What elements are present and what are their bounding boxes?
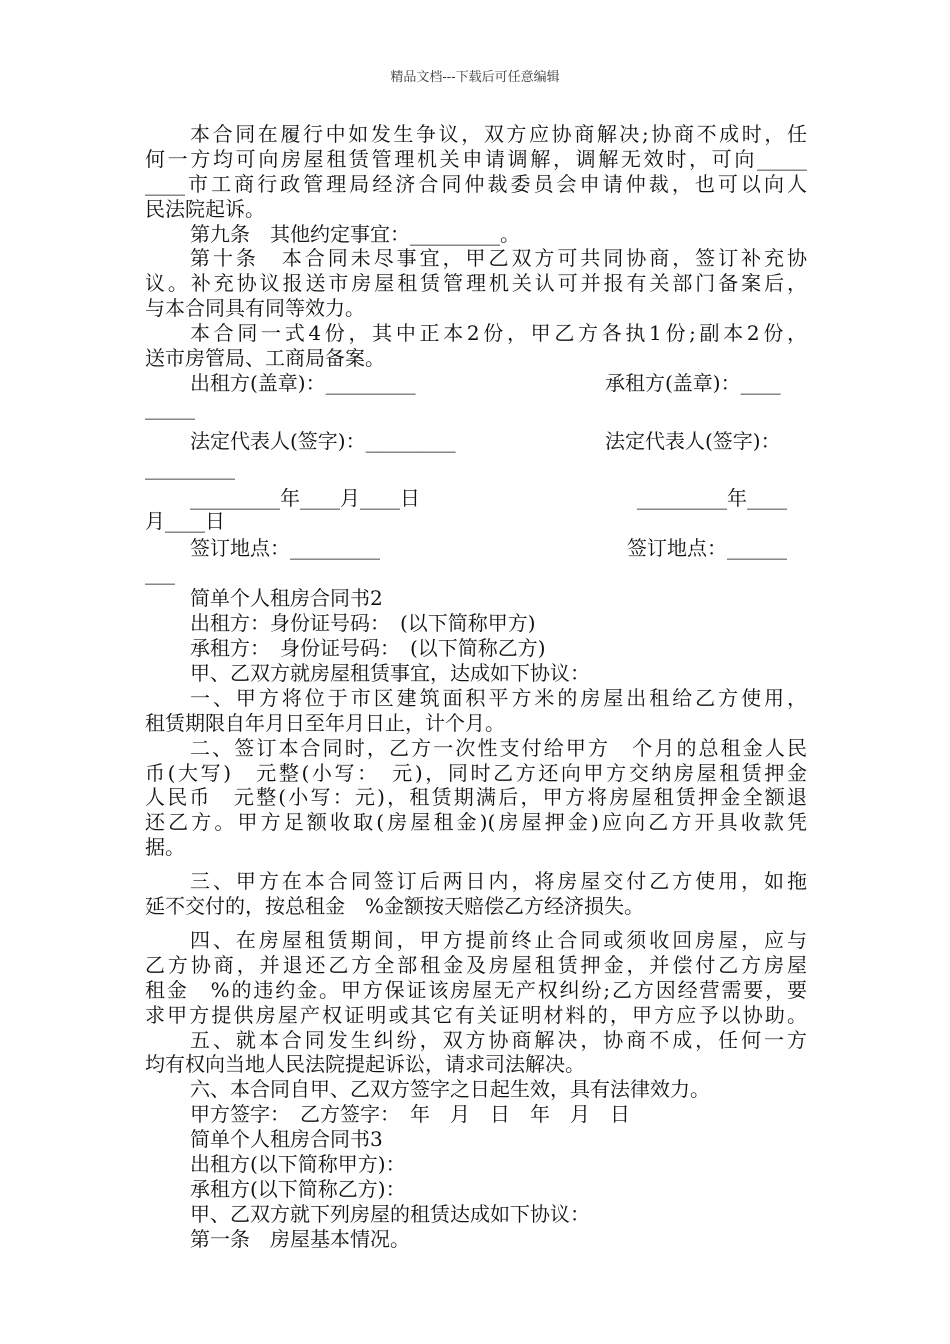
text-line: 送市房管局、工商局备案。: [145, 346, 385, 371]
date-left: _________年____月____日: [190, 485, 420, 510]
text-line: 租金 %的违约金。甲方保证该房屋无产权纠纷;乙方因经营需要，要: [145, 977, 807, 1002]
text-line: 一、甲方将位于市区建筑面积平方米的房屋出租给乙方使用，: [190, 685, 807, 710]
text-line: 均有权向当地人民法院提起诉讼，请求司法解决。: [145, 1052, 585, 1077]
lessee-seal-continued: _____: [145, 395, 195, 420]
text-line: 二、签订本合同时，乙方一次性支付给甲方 个月的总租金人民: [190, 735, 807, 760]
text-line: 乙方协商，并退还乙方全部租金及房屋租赁押金，并偿付乙方房屋: [145, 952, 807, 977]
text-line: 出租方(以下简称甲方)：: [190, 1151, 406, 1176]
contract3-title: 简单个人租房合同书3: [190, 1127, 383, 1152]
text-line: 本合同一式4份，其中正本2份，甲乙方各执1份;副本2份，: [190, 321, 807, 346]
text-line: 承租方： 身份证号码： (以下简称乙方): [190, 636, 546, 661]
sign-row: [145, 533, 807, 561]
sign-row: [145, 371, 807, 396]
article-9: 第九条 其他约定事宜：_________。: [190, 221, 520, 246]
contract2-title: 简单个人租房合同书2: [190, 586, 383, 611]
place-right: 签订地点：______: [627, 536, 787, 561]
rep-right: 法定代表人(签字)：: [605, 428, 781, 453]
text-line: 延不交付的，按总租金 %金额按天赔偿乙方经济损失。: [145, 894, 645, 919]
signature-line: 甲方签字： 乙方签字： 年 月 日 年 月 日: [190, 1102, 630, 1127]
text-line: ____市工商行政管理局经济合同仲裁委员会申请仲裁，也可以向人: [145, 171, 807, 196]
text-line: 第十条 本合同未尽事宜，甲乙双方可共同协商，签订补充协: [190, 246, 807, 271]
document-body: [145, 122, 807, 1252]
place-right-continued: ___: [145, 561, 175, 586]
text-line: 据。: [145, 835, 185, 860]
article-1: 第一条 房屋基本情况。: [190, 1226, 410, 1251]
text-line: 甲、乙双方就房屋租赁事宜，达成如下协议：: [190, 661, 590, 686]
text-line: 人民币 元整(小写：元)，租赁期满后，甲方将房屋租赁押金全额退: [145, 785, 807, 810]
text-line: 议。补充协议报送市房屋租赁管理机关认可并报有关部门备案后，: [145, 271, 807, 296]
text-line: 民法院起诉。: [145, 196, 265, 221]
sign-row: [145, 481, 807, 509]
text-line: 求甲方提供房屋产权证明或其它有关证明材料的，甲方应予以协助。: [145, 1002, 807, 1027]
text-line: 币(大写) 元整(小写： 元)，同时乙方还向甲方交纳房屋租赁押金: [145, 760, 807, 785]
date-right-continued: 月____日: [145, 508, 225, 533]
text-line: 出租方：身份证号码： (以下简称甲方): [190, 611, 536, 636]
rep-right-continued: _________: [145, 455, 235, 480]
rep-left: 法定代表人(签字)：_________: [190, 428, 456, 453]
text-line: 四、在房屋租赁期间，甲方提前终止合同或须收回房屋，应与: [190, 927, 807, 952]
text-line: 甲、乙双方就下列房屋的租赁达成如下协议：: [190, 1201, 590, 1226]
text-line: 五、就本合同发生纠纷，双方协商解决，协商不成，任何一方: [190, 1027, 807, 1052]
lessee-seal: 承租方(盖章)：____: [605, 370, 781, 395]
page-header: 精品文档---下载后可任意编辑: [390, 70, 560, 85]
date-right: _________年____: [637, 485, 787, 510]
text-line: 租赁期限自年月日至年月日止，计个月。: [145, 710, 505, 735]
text-line: 还乙方。甲方足额收取(房屋租金)(房屋押金)应向乙方开具收款凭: [145, 810, 807, 835]
text-line: 何一方均可向房屋租赁管理机关申请调解，调解无效时，可向_____: [145, 146, 807, 171]
text-line: 三、甲方在本合同签订后两日内，将房屋交付乙方使用，如拖: [190, 869, 807, 894]
sign-row: [145, 421, 807, 456]
place-left: 签订地点：_________: [190, 536, 380, 561]
text-line: 本合同在履行中如发生争议，双方应协商解决;协商不成时，任: [190, 122, 807, 146]
text-line: 六、本合同自甲、乙双方签字之日起生效，具有法律效力。: [190, 1077, 710, 1102]
text-line: 与本合同具有同等效力。: [145, 296, 365, 321]
text-line: 承租方(以下简称乙方)：: [190, 1176, 406, 1201]
lessor-seal: 出租方(盖章)：_________: [190, 370, 416, 395]
